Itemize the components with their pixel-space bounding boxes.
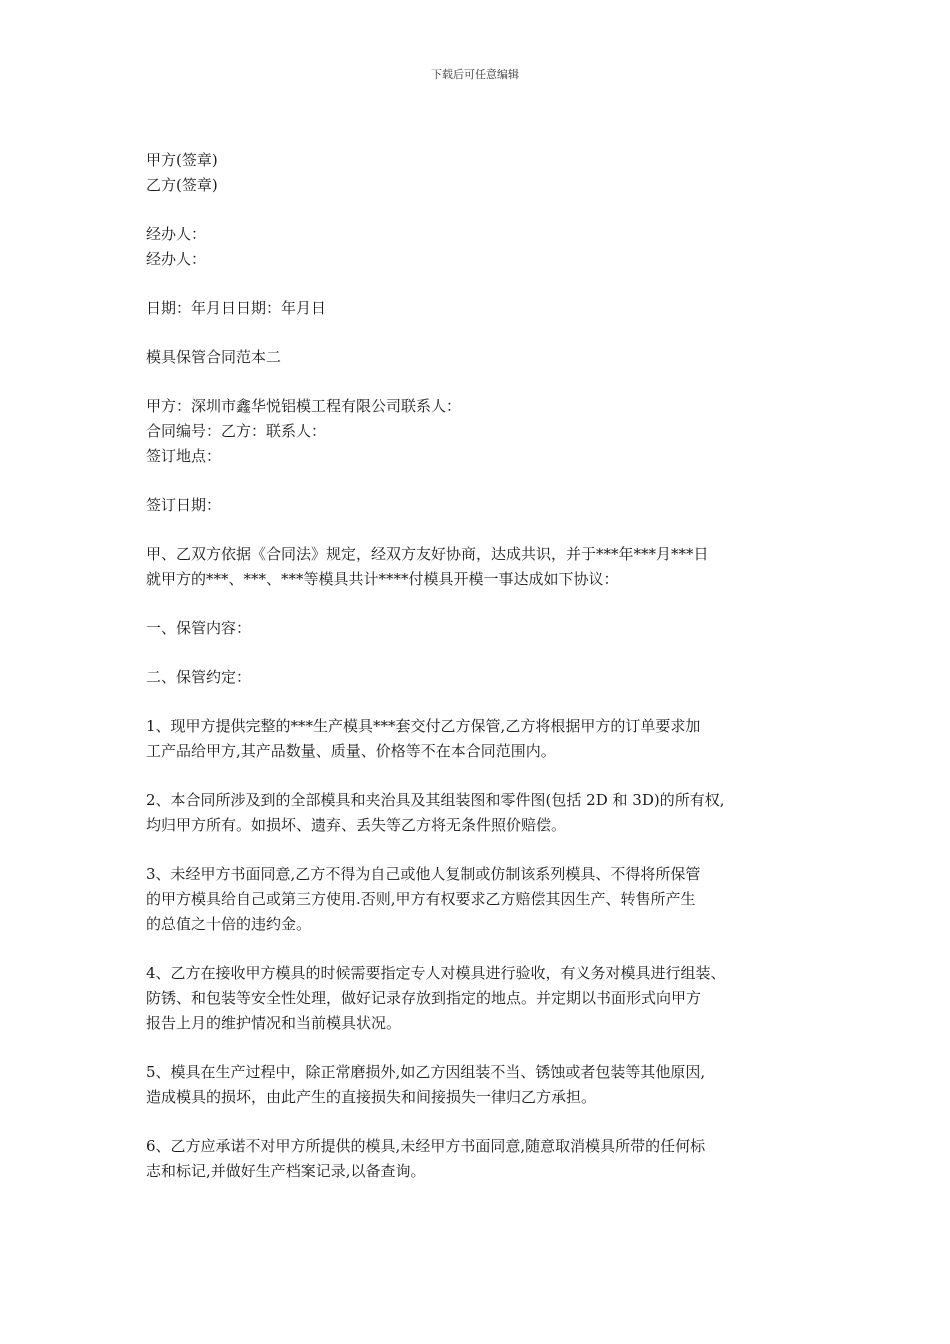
clause-line: 3、未经甲方书面同意,乙方不得为自己或他人复制或仿制该系列模具、不得将所保管 — [146, 865, 701, 883]
sign-date-line: 签订日期： — [146, 496, 222, 514]
handler-block — [146, 222, 811, 272]
clause-line: 4、乙方在接收甲方模具的时候需要指定专人对模具进行验收，有义务对模具进行组装、 — [146, 964, 726, 982]
clause-3 — [146, 862, 811, 937]
clause-line: 工产品给甲方,其产品数量、质量、价格等不在本合同范围内。 — [146, 742, 556, 760]
sign-place-line: 签订地点： — [146, 447, 222, 465]
clause-6 — [146, 1134, 811, 1184]
handler-a: 经办人： — [146, 225, 207, 243]
page-header-note: 下载后可任意编辑 — [431, 68, 519, 81]
party-a-line: 甲方：深圳市鑫华悦铝模工程有限公司联系人： — [146, 397, 462, 415]
party-a-signature: 甲方(签章) — [146, 151, 218, 169]
clause-line: 的甲方模具给自己或第三方使用.否则,甲方有权要求乙方赔偿其因生产、转售所产生 — [146, 890, 696, 908]
party-info-block — [146, 394, 811, 469]
clause-5 — [146, 1060, 811, 1110]
contract-title: 模具保管合同范本二 — [146, 348, 282, 366]
document-body — [146, 148, 811, 1208]
signature-block — [146, 148, 811, 198]
clause-line: 志和标记,并做好生产档案记录,以备查询。 — [146, 1162, 426, 1180]
intro-line: 甲、乙双方依据《合同法》规定，经双方友好协商，达成共识，并于***年***月***日 — [146, 545, 709, 563]
clause-line: 6、乙方应承诺不对甲方所提供的模具,未经甲方书面同意,随意取消模具所带的任何标 — [146, 1137, 706, 1155]
section-heading-2 — [146, 665, 811, 690]
clause-line: 1、现甲方提供完整的***生产模具***套交付乙方保管,乙方将根据甲方的订单要求加 — [146, 717, 701, 735]
contract-number-line: 合同编号：乙方：联系人： — [146, 422, 327, 440]
section-1-title: 一、保管内容： — [146, 619, 252, 637]
intro-paragraph — [146, 542, 811, 592]
clause-line: 造成模具的损坏，由此产生的直接损失和间接损失一律归乙方承担。 — [146, 1088, 597, 1106]
clause-line: 5、模具在生产过程中，除正常磨损外,如乙方因组装不当、锈蚀或者包装等其他原因, — [146, 1063, 706, 1081]
handler-b: 经办人： — [146, 250, 207, 268]
section-2-title: 二、保管约定： — [146, 668, 252, 686]
clause-4 — [146, 961, 811, 1036]
section-heading-1 — [146, 616, 811, 641]
clause-line: 均归甲方所有。如损坏、遗弃、丢失等乙方将无条件照价赔偿。 — [146, 816, 567, 834]
clause-2 — [146, 788, 811, 838]
sign-date-block — [146, 493, 811, 518]
clause-line: 2、本合同所涉及到的全部模具和夹治具及其组装图和零件图(包括 2D 和 3D)的所有权, — [146, 791, 725, 809]
party-b-signature: 乙方(签章) — [146, 176, 218, 194]
clause-line: 的总值之十倍的违约金。 — [146, 915, 312, 933]
date-line — [146, 296, 811, 321]
intro-line: 就甲方的***、***、***等模具共计****付模具开模一事达成如下协议： — [146, 570, 619, 588]
contract-title-block — [146, 345, 811, 370]
clause-line: 防锈、和包装等安全性处理，做好记录存放到指定的地点。并定期以书面形式向甲方 — [146, 989, 702, 1007]
clause-line: 报告上月的维护情况和当前模具状况。 — [146, 1014, 402, 1032]
clause-1 — [146, 714, 811, 764]
signature-dates: 日期：年月日日期：年月日 — [146, 299, 327, 317]
